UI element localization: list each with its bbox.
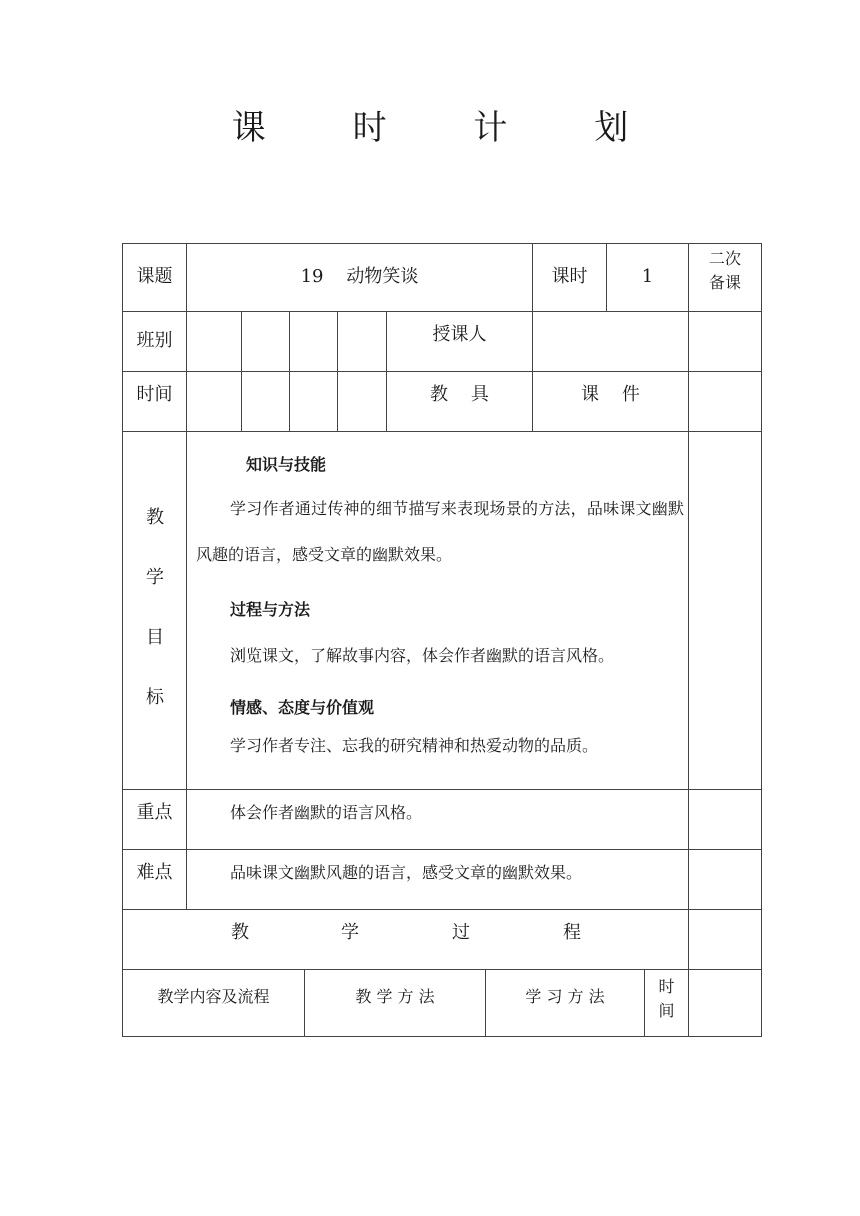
difficulty-text: 品味课文幽默风趣的语言，感受文章的幽默效果。 bbox=[230, 863, 583, 882]
section1-text: 学习作者通过传神的细节描写来表现场景的方法，品味课文幽默风趣的语言，感受文章的幽默效果。 bbox=[196, 499, 684, 564]
objectives-label-1: 教 bbox=[146, 507, 164, 528]
col-time-header-line2: 间 bbox=[658, 1001, 675, 1020]
time-label: 时间 bbox=[136, 384, 173, 405]
table-border-right bbox=[761, 243, 762, 1037]
topic-value: 19 动物笑谈 bbox=[300, 266, 419, 287]
objectives-content bbox=[196, 434, 686, 784]
period-value: 1 bbox=[641, 266, 654, 287]
process-title-1: 教 bbox=[231, 922, 249, 943]
objectives-label-3: 目 bbox=[146, 627, 164, 648]
section1-heading: 知识与技能 bbox=[246, 455, 327, 474]
table-line-h3 bbox=[122, 431, 762, 432]
page-title: 课 时 计 划 bbox=[231, 108, 667, 148]
section3-heading: 情感、态度与价值观 bbox=[230, 698, 375, 717]
tools-value: 课 件 bbox=[581, 384, 640, 405]
table-line-r23-b bbox=[289, 311, 290, 431]
second-prep-label-line1: 二次 bbox=[708, 249, 741, 268]
table-line-prep-col bbox=[688, 243, 689, 1037]
objectives-label-4: 标 bbox=[146, 687, 164, 708]
key-point-text: 体会作者幽默的语言风格。 bbox=[230, 803, 423, 822]
col-time-header bbox=[645, 971, 688, 1027]
table-line-h6 bbox=[122, 909, 762, 910]
difficulty-label: 难点 bbox=[136, 862, 173, 883]
section3-text: 学习作者专注、忘我的研究精神和热爱动物的品质。 bbox=[230, 736, 599, 755]
process-title-2: 学 bbox=[341, 922, 359, 943]
col-learning-method-header: 学 习 方 法 bbox=[525, 987, 605, 1006]
class-label: 班别 bbox=[136, 330, 173, 351]
section2-heading: 过程与方法 bbox=[230, 600, 311, 619]
table-line-r23-c bbox=[337, 311, 338, 431]
second-prep-label-line2: 备课 bbox=[708, 273, 741, 292]
period-label: 课时 bbox=[551, 266, 588, 287]
teacher-label: 授课人 bbox=[432, 324, 487, 345]
table-line-r23-a bbox=[241, 311, 242, 431]
process-title-4: 程 bbox=[563, 922, 581, 943]
second-prep-label bbox=[689, 245, 761, 297]
table-border-bottom bbox=[122, 1036, 762, 1037]
objectives-label-2: 学 bbox=[146, 567, 164, 588]
col-content-header: 教学内容及流程 bbox=[157, 987, 270, 1006]
process-title-3: 过 bbox=[452, 922, 470, 943]
section2-text: 浏览课文，了解故事内容，体会作者幽默的语言风格。 bbox=[230, 646, 615, 665]
col-time-header-line1: 时 bbox=[658, 977, 675, 996]
topic-label: 课题 bbox=[136, 266, 173, 287]
key-point-label: 重点 bbox=[136, 802, 173, 823]
table-line-h4 bbox=[122, 789, 762, 790]
tools-label: 教 具 bbox=[430, 384, 489, 405]
col-teaching-method-header: 教 学 方 法 bbox=[355, 987, 435, 1006]
